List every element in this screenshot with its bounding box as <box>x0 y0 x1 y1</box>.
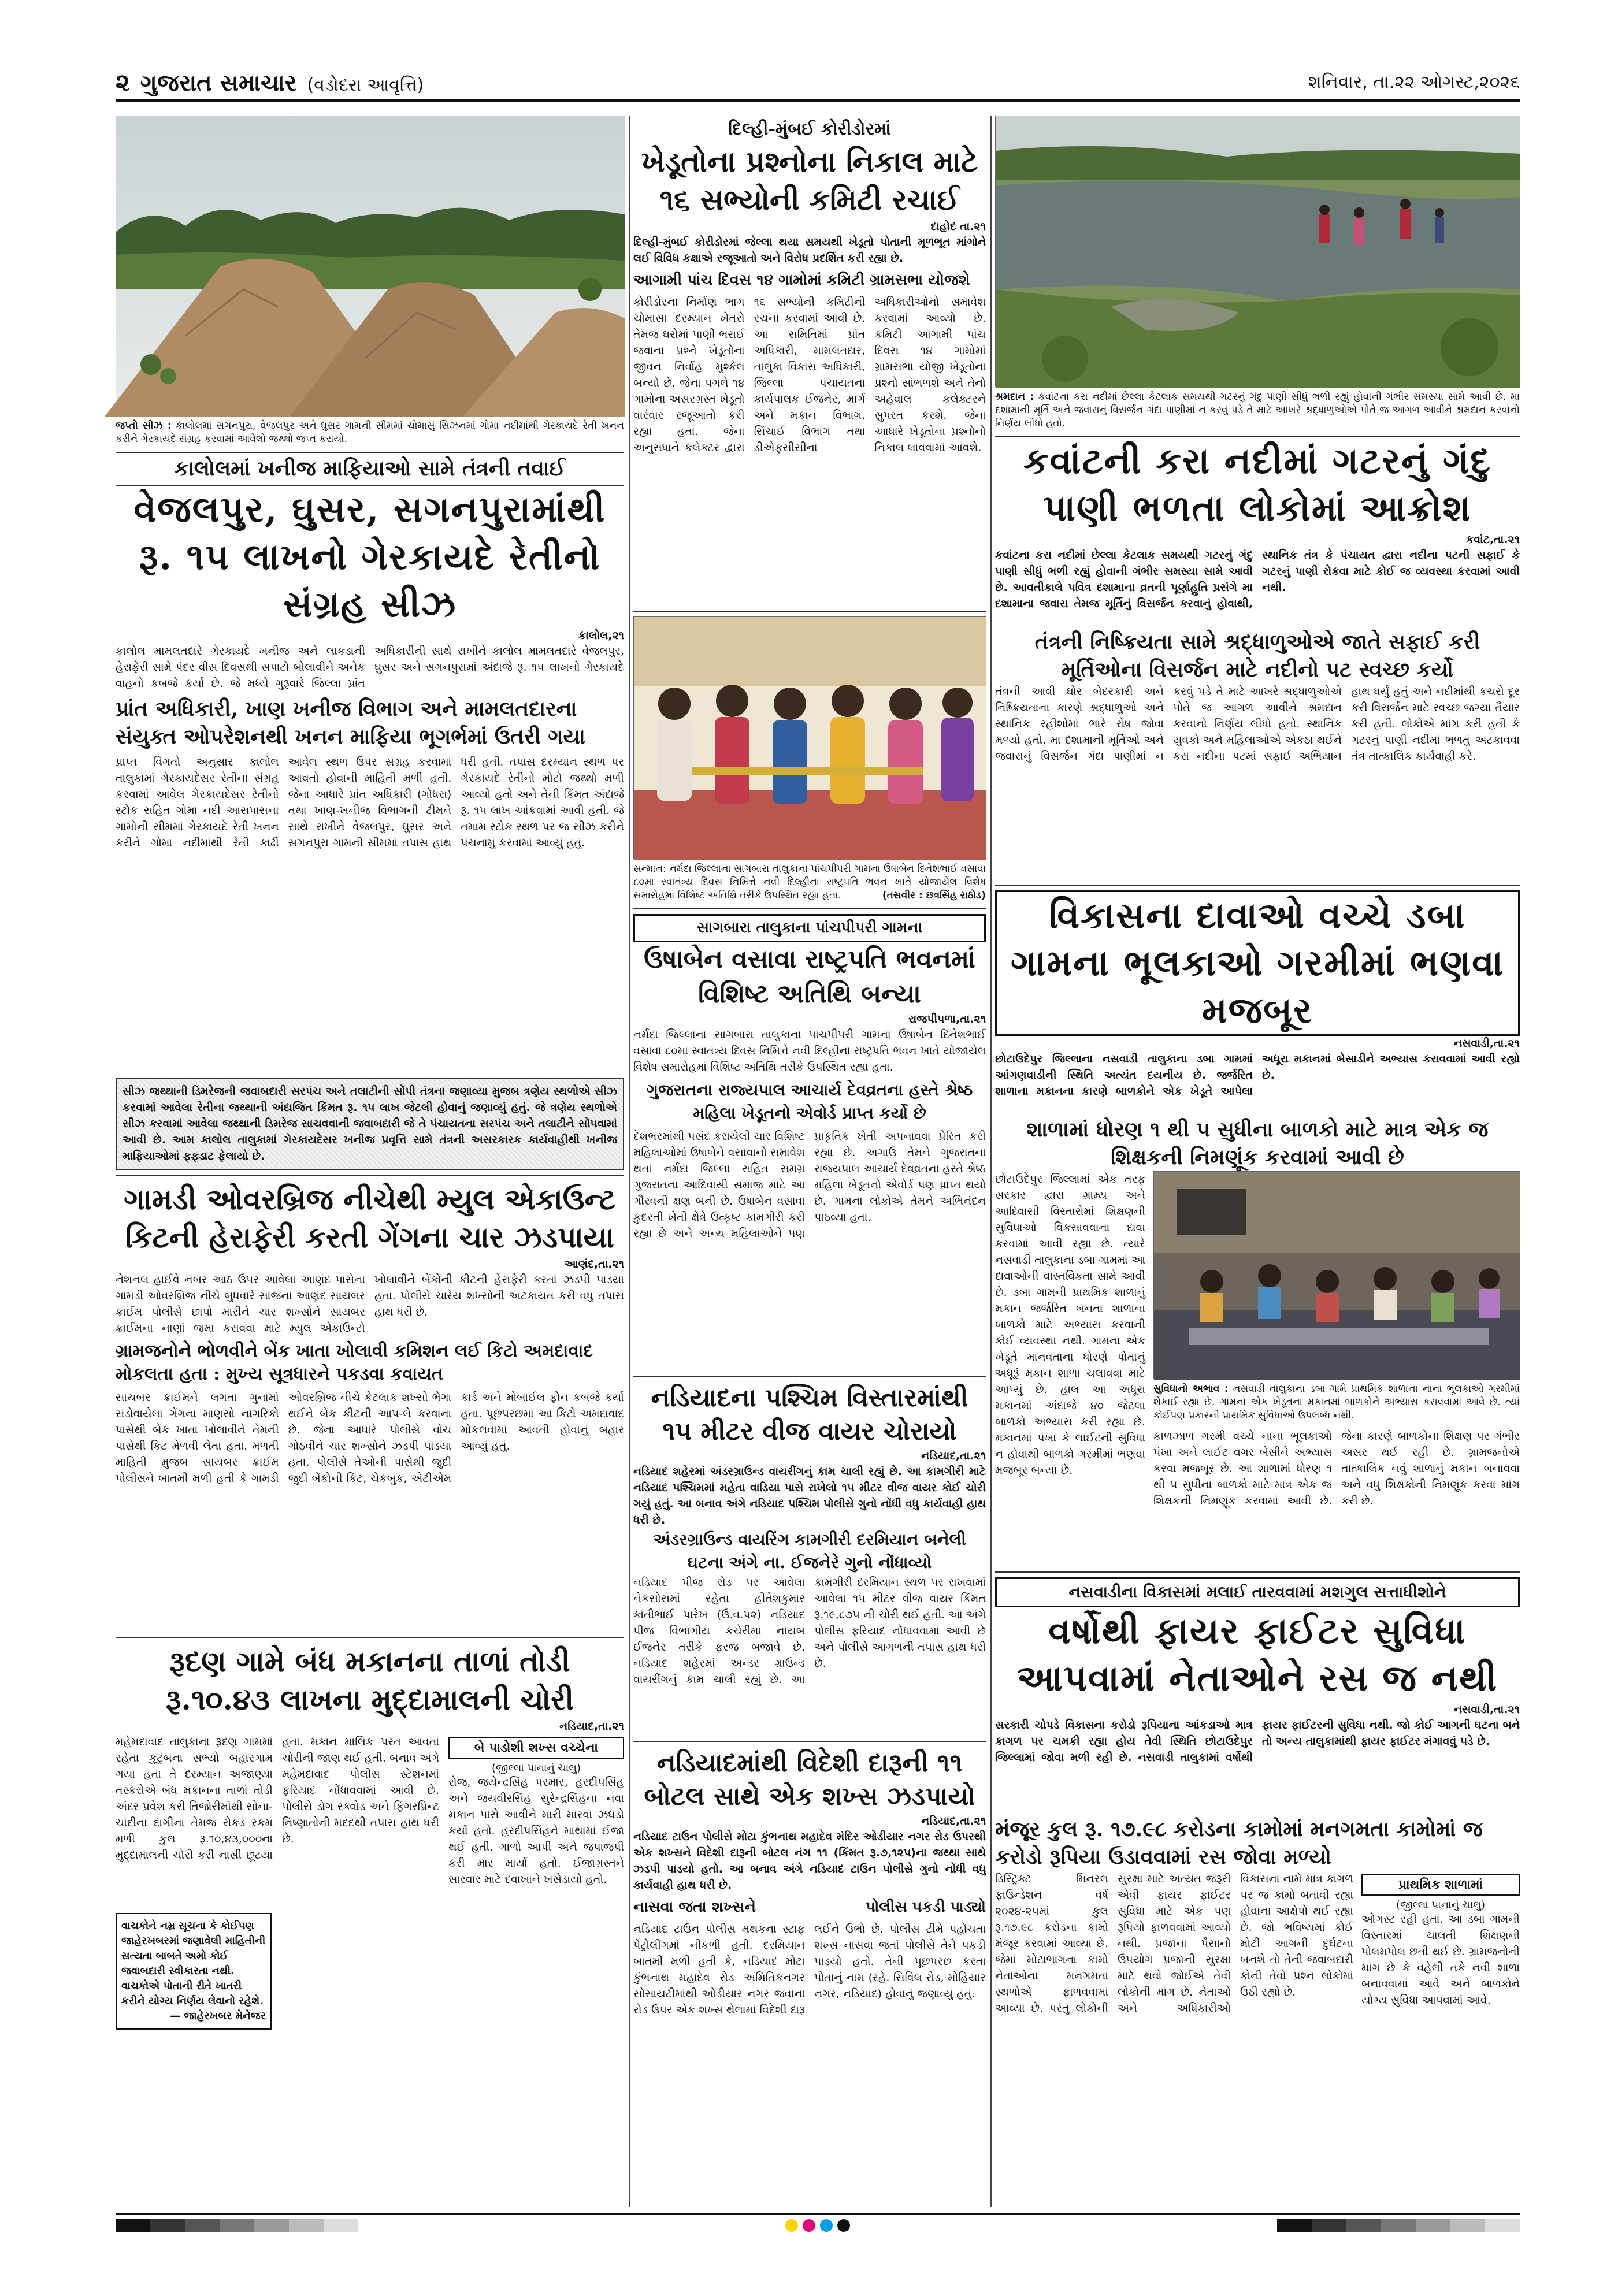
story-dateline: દાહોદ તા.૨૧ <box>930 220 986 233</box>
story-lead: નર્મદા જિલ્લાના સાગબારા તાલુકાના પાંચપીપરી ગામના ઉષાબેન દિનેશભાઈ વસાવા ૮૦મા સ્વાતંત્ર્ય દિવસ નિમિત્તે નવી દિલ્હીના રાષ્ટ્રપતિ ભવન ખાતે યોજાયેલ વિશેષ સમારોહમાં વિશિષ્ટ અતિથિ તરીકે ઉપસ્થિત રહ્યા હતા. <box>633 1028 986 1073</box>
gray-swatch <box>1277 2219 1312 2232</box>
story-headline: નડિયાદના પશ્ચિમ વિસ્તારમાંથી ૧૫ મીટર વીજ વાયર ચોરાયો <box>651 1383 968 1446</box>
liquor-story <box>633 1747 986 2059</box>
continuation-body: ઓગસ્ટ રહી હતા. આ ડબા ગામની વિસ્તારમાં ચાલતી શિક્ષણની પોલમપોલ છતી થઈ છે. ગ્રામજનોની માંગ છે કે વહેલી તકે નવી શાળા બનાવવામાં આવે અને બાળકોને યોગ્ય સુવિધા આપવામાં આવે. <box>1361 1913 1520 2007</box>
story-headline: કવાંટની કરા નદીમાં ગટરનું ગંદુ પાણી ભળતા લોકોમાં આક્રોશ <box>1023 440 1491 529</box>
story-body: નડિયાદ પીજ રોડ પર આવેલા નેકસોસમાં રહેતા હીતેશકુમાર કાંતીભાઈ પારેખ (ઉ.વ.૫૨) નડિયાદ પીજ વિભાગીય કચેરીમાં નાયબ ઈજનેર તરીકે ફરજ બજાવે છે. નડિયાદ શહેરમાં અન્ડર ગ્રાઉન્ડ વાયરીંગનું કામ ચાલી રહ્યું છે. આ કામગીરી દરમિયાન સ્થળ પર રાખવામાં આવેલા ૧૫ મીટર વીજ વાયર કિંમત રૂ.૧૯,૮૭૫ ની ચોરી થઈ હતી. આ અંગે પોલીસ ફરિયાદ નોંધાવવામાં આવી છે અને પોલીસે આગળની તપાસ હાથ ધરી છે. <box>633 1576 986 1686</box>
caption-text: નસવાડી તાલુકાના ડબા ગામે પ્રાથમિક શાળાના નાના ભૂલકાઓ ગરમીમાં શેકાઈ રહ્યા છે. ગામના એક ખેડૂતના મકાનમાં બાળકોને અભ્યાસ કરાવવામાં આવે છે. ત્યાં કોઈપણ પ્રકારની પ્રાથમિક સુવિધાઓ ઉપલબ્ધ નથી. <box>1153 1383 1520 1421</box>
grayscale-strip <box>1277 2219 1520 2232</box>
story-subhead-pair <box>633 1893 986 1921</box>
caption-lead: સુવિધાનો અભાવ : <box>1153 1383 1229 1395</box>
registration-dot <box>837 2219 850 2232</box>
story-subhead: અંડરગ્રાઉન્ડ વાયરિંગ કામગીરી દરમિયાન બનેલી ઘટના અંગે ના. ઈજનેરે ગુનો નોંધાવ્યો <box>653 1530 966 1572</box>
story-lead: કવાંટના કરા નદીમાં છેલ્લા કેટલાક સમયથી ગટરનું ગંદુ પાણી સીધું ભળી રહ્યું હોવાની ગંભીર સમસ્યા સામે આવી છે. આવતીકાલે પવિત્ર દશામાના વ્રતની પૂર્ણાહુતિ પ્રસંગે મા દશામાના જવારા તેમજ મૂર્તિનું વિસર્જન કરવાનું હોવાથી, સ્થાનિક તંત્ર કે પંચાયત દ્વારા નદીના પટની સફાઈ કે ગટરનું પાણી રોકવા માટે કોઈ જ વ્યવસ્થા કરવામાં આવી નથી. <box>995 549 1520 610</box>
fire-story <box>995 1577 1520 2095</box>
left-column <box>116 116 624 2207</box>
continuation-block <box>1361 1871 1520 2090</box>
event-photo-caption <box>633 859 986 909</box>
story-subhead: નાસવા જતા શખ્સને <box>633 1899 756 1916</box>
story-lead: દિલ્હી-મુંબઈ કોરીડોરમાં જેલ્લા થયા સમયથી ખેડૂતો પોતાની મૂળભૂત માંગોને લઈ વિવિધ કક્ષાએ રજૂઆતો અને વિરોધ પ્રદર્શિત કરી રહ્યા છે. <box>633 236 986 265</box>
middle-column <box>633 116 986 2207</box>
print-registration-bar <box>116 2213 1520 2236</box>
disclaimer-text: વાચકોને નમ્ર સૂચના કે કોઈપણ જાહેરખબરમાં જણાવેલી માહિતીની સત્યતા બાબતે અમો કોઈ જવાબદારી સ્વીકારતા નથી. વાચકોએ પોતાની રીતે ખાતરી કરીને યોગ્ય નિર્ણય લેવાનો રહેશે. <box>121 1920 266 2007</box>
caption-text: સન્માન: નર્મદા જિલ્લાના સાગબારા તાલુકાના પાંચપીપરી ગામના ઉષાબેન દિનેશભાઈ વસાવા ૮૦મા સ્વાતંત્ર્ય દિવસ નિમિત્તે નવી દિલ્હીના રાષ્ટ્રપતિ ભવન ખાતે યોજાયેલ વિશેષ સમારોહમાં વિશિષ્ટ અતિથિ તરીકે ઉપસ્થિત રહ્યા હતા. <box>633 863 986 901</box>
disclaimer-signature: — જાહેરખબર મેનેજર <box>170 2010 266 2022</box>
story-subhead: ગ્રામજનોને ભોળવીને બેંક ખાતા ખોલાવી કમિશન લઈ કિટો અમદાવાદ મોકલતા હતા : મુખ્ય સૂત્રધારને પકડવા કવાયત <box>116 1341 593 1384</box>
issue-date: શનિવાર, તા.૨૨ ઓગસ્ટ,૨૦૨૬ <box>1308 72 1520 92</box>
river-photo <box>995 116 1520 387</box>
gray-swatch <box>1381 2219 1416 2232</box>
registration-dot <box>803 2219 815 2232</box>
story-body-continued: સાયબર ક્રાઈમને લગતા ગુનામાં સંડોવાયેલા ગેંગના માણસો નાગરિકો પાસેથી બેંક ખાતા ખોલાવીને તેમની પાસેથી કિટ મેળવી લેતા હતા. મળતી માહિતી મુજબ સાયબર ક્રાઈમ પોલીસને બાતમી મળી હતી કે ગામડી ઓવરબ્રિજ નીચે કેટલાક શખ્સો ભેગા થઈને બેંક કીટની આપ-લે કરવાના છે. જેના આધારે પોલીસે વોચ ગોઠવીને ચાર શખ્સોને ઝડપી પાડયા હતા. પોલીસે તેઓની પાસેથી જુદી જુદી બેંકોની કિટ, ચેકબુક, એટીએમ કાર્ડ અને મોબાઈલ ફોન કબજે કર્યા હતા. પૂછપરછમાં આ કિટો અમદાવાદ મોકલવામાં આવતી હોવાનું બહાર આવ્યું હતું. <box>116 1391 624 1485</box>
gray-swatch <box>324 2219 358 2232</box>
gray-swatch <box>116 2219 150 2232</box>
story-subhead: પોલીસ પકડી પાડ્યો <box>865 1899 986 1916</box>
gray-swatch <box>254 2219 289 2232</box>
caption-lead: જપ્તો સીઝ : <box>116 420 172 432</box>
story-body: છોટાઉદેપુર જિલ્લામાં એક તરફ સરકાર દ્વારા ગ્રામ્ય અને આદિવાસી વિસ્તારોમાં શિક્ષણની સુવિધાઓ વિકસાવવાના દાવા કરવામાં આવી રહ્યા છે. ત્યારે નસવાડી તાલુકાના ડબા ગામમાં આ દાવાઓની વાસ્તવિકતા સામે આવી છે. ડબા ગામની પ્રાથમિક શાળાનું મકાન જર્જરિત બનતા શાળાના બાળકો માટે અભ્યાસ કરવાની કોઈ વ્યવસ્થા નથી. ગામના એક ખેડૂતે માનવતાના ધોરણે પોતાનું અધૂરૂં મકાન શાળા ચલાવવા માટે આપ્યું છે. હાલ આ અધૂરા મકાનમાં અંદાજે ૪૦ જેટલા બાળકો અભ્યાસ કરી રહ્યા છે. મકાનમાં પંખા કે લાઈટની સુવિધા ન હોવાથી બાળકો ગરમીમાં ભણવા મજબૂર બન્યા છે. <box>995 1173 1145 1477</box>
column-rule <box>990 116 992 2207</box>
story-lead: છોટાઉદેપુર જિલ્લાના નસવાડી તાલુકાના ડબા ગામમાં આંગણવાડીની સ્થિતિ અત્યંત દયનીય છે. જર્જરિત શાળાના મકાનના કારણે બાળકોને એક ખેડૂતે આપેલા અધૂરા મકાનમાં બેસાડીને અભ્યાસ કરાવવામાં આવી રહ્યો છે. <box>995 1053 1520 1098</box>
story-dateline: નડિયાદ,તા.૨૧ <box>921 1815 986 1827</box>
story-kicker: દિલ્હી-મુંબઈ કોરીડોરમાં <box>728 119 891 139</box>
story-dateline: કાલોલ,૨૧ <box>578 629 624 642</box>
photo-credit: (તસવીર : છત્રસિંહ રાઠોડ) <box>882 890 986 901</box>
advertisement-disclaimer <box>116 1913 272 2030</box>
usha-story <box>633 914 986 1377</box>
story-subhead: તંત્રની નિષ્ક્રિયતા સામે શ્રદ્ધાળુઓએ જાતે સફાઈ કરી મૂર્તિઓના વિસર્જન માટે નદીનો પટ સ્વચ્છ કર્યો <box>1034 630 1480 682</box>
story-body: તંત્રની આવી ઘોર બેદરકારી અને નિષ્ક્રિયતાના કારણે શ્રદ્ધાળુઓ અને સ્થાનિક રહીશોમાં ભારે રોષ જોવા મળ્યો હતો. મા દશામાની મૂર્તિઓ અને જવારાનું વિસર્જન ગંદા પાણીમાં ન કરવું પડે તે માટે આખરે શ્રદ્ધાળુઓએ પોતે જ આગળ આવીને શ્રમદાન કરવાનો નિર્ણય લીધો હતો. સ્થાનિક યુવકો અને મહિલાઓએ એકઠા થઈને કરા નદીના પટમાં સફાઈ અભિયાન હાથ ધર્યું હતું અને નદીમાંથી કચરો દૂર કરી વિસર્જન માટે સ્વચ્છ જગ્યા તૈયાર કરી હતી. લોકોએ માંગ કરી હતી કે ગટરનું પાણી નદીમાં ભળતું અટકાવવા તંત્ર તાત્કાલિક કાર્યવાહી કરે. <box>995 685 1520 763</box>
story-kicker: નસવાડીના વિકાસમાં મલાઈ તારવવામાં મશગુલ સત્તાધીશોને <box>995 1577 1520 1607</box>
gray-swatch <box>1450 2219 1485 2232</box>
gray-swatch <box>185 2219 220 2232</box>
story-headline: ઉષાબેન વસાવા રાષ્ટ્રપતિ ભવનમાં વિશિષ્ટ અતિથિ બન્યા <box>644 945 975 1009</box>
continuation-page: (જીલ્લા પાનાનું ચાલુ) <box>1396 1899 1485 1911</box>
story-dateline: નસવાડી,તા.૨૧ <box>1453 1703 1520 1716</box>
story-dateline: નડિયાદ,તા.૨૧ <box>921 1450 986 1462</box>
story-headline: નડિયાદમાંથી વિદેશી દારૂની ૧૧ બોટલ સાથે એક શખ્સ ઝડપાયો <box>644 1748 975 1811</box>
sand-story <box>116 486 624 1176</box>
gray-swatch <box>1416 2219 1450 2232</box>
school-story <box>995 890 1520 1573</box>
gray-swatch <box>150 2219 185 2232</box>
masthead <box>116 69 1520 102</box>
story-kicker: સાગબારા તાલુકાના પાંચપીપરી ગામના <box>633 914 986 942</box>
theft-story <box>116 1643 624 2034</box>
continuation-body: રોજ, જયેન્દ્રસિંહ પરમાર, હરદીપસિંહ અને જયવીરસિંહ સુરેન્દ્રસિંહના નવા મકાન પાસે આવીને મારી મારવા ઝઘડો કર્યો હતો. હરદીપસિંહને માથામાં ઈજા થઈ હતી. ગાળો આપી અને જપાજપી કરી માર માર્યો હતો. ઈજાગ્રસ્તને સારવાર માટે દવાખાને ખસેડાયો હતો. <box>448 1776 624 1886</box>
overbridge-story <box>116 1180 624 1638</box>
gray-swatch <box>289 2219 324 2232</box>
story-kicker: કાલોલમાં ખનીજ માફિયાઓ સામે તંત્રની તવાઈ <box>116 453 624 486</box>
grayscale-strip <box>116 2219 358 2232</box>
story-headline: વેજલપુર, ઘુસર, સગનપુરામાંથી રૂ. ૧૫ લાખનો ગેરકાયદે રેતીનો સંગ્રહ સીઝ <box>133 488 606 625</box>
classroom-photo <box>1153 1171 1520 1379</box>
gray-swatch <box>220 2219 254 2232</box>
story-dateline: કવાંટ,તા.૨૧ <box>1465 533 1520 546</box>
classroom-image <box>1154 1172 1520 1380</box>
story-body-continued: પ્રાપ્ત વિગતો અનુસાર કાલોલ તાલુકામાં ગેરકાયદેસર રેતીના સંગ્રહ કરવામાં આવેલ ગેરકાયદેસર રેતીનો સ્ટોક સહિત ગોમા નદી આસપાસના ગામોની સીમમાં ગેરકાયદે રેતી ખનન કરીને ગોમા નદીમાંથી રેતી કાઢી આવેલ સ્થળ ઉપર સંગ્રહ કરવામાં આવતો હોવાની માહિતી મળી હતી. જેના આધારે પ્રાંત અધિકારી (ગોધરા) તથા ખાણ-ખનીજ વિભાગની ટીમને સાથે રાખીને વેજલપુર, ઘુસર અને સગનપુરા ગામની સીમમાં તપાસ હાથ ધરી હતી. તપાસ દરમ્યાન સ્થળ પર ગેરકાયદે રેતીનો મોટો જથ્થો મળી આવ્યો હતો અને તેની કિંમત અંદાજે રૂ. ૧૫ લાખ આંકવામાં આવી હતી. જે તમામ સ્ટોક સ્થળ પર જ સીઝ કરીને પંચનામું કરવામાં આવ્યું હતું. <box>116 756 624 849</box>
sand-pile-photo <box>116 116 624 416</box>
story-subhead: પ્રાંત અધિકારી, ખાણ ખનીજ વિભાગ અને મામલતદારના સંયુક્ત ઓપરેશનથી ખનન માફિયા ભૂગર્ભમાં ઉતરી ગયા <box>116 697 585 749</box>
registration-dot <box>820 2219 833 2232</box>
caption-text: કવાંટના કરા નદીમાં છેલ્લા કેટલાક સમયથી ગટરનું ગંદુ પાણી સીધું ભળી રહ્યું હોવાની ગંભીર સમસ્યા સામે આવી છે. મા દશામાની મૂર્તિ અને જવારાનું વિસર્જન ગંદા પાણીમાં ન કરવું પડે તે માટે આખરે શ્રદ્ધાળુઓએ પોતે જ આગળ આવીને શ્રમદાન કરવાનો નિર્ણય લીધો હતો. <box>995 391 1520 429</box>
story-dateline: નડિયાદ,તા.૨૧ <box>559 1720 624 1733</box>
story-body: કાલોલ મામલતદારે ગેરકાયદે ખનીજ અને લાકડાની હેરાફેરી સામે પંદર વીસ દિવસથી સપાટો બોલાવીને અનેક વાહનો કબજે કર્યા છે. જે મધ્યે ગુરૂવારે જિલ્લા પ્રાંત અધિકારીની સાથે રાખીને કાલોલ મામલતદારે વેજલપુર, ઘુસર અને સગનપુરામાં અંદાજે રૂ. ૧૫ લાખનો ગેરકાયદે <box>116 645 624 690</box>
story-headline: વિકાસના દાવાઓ વચ્ચે ડબા ગામના ભૂલકાઓ ગરમીમાં ભણવા મજબૂર <box>995 890 1520 1036</box>
masthead-left <box>116 68 424 97</box>
nadiad-wire-story <box>633 1381 986 1742</box>
event-image <box>634 617 986 860</box>
rashtrapati-event-photo <box>633 616 986 859</box>
paper-name: ગુજરાત સમાચાર <box>140 69 297 96</box>
story-subhead: ગુજરાતના રાજ્યપાલ આચાર્ય દેવવ્રતના હસ્તે શ્રેષ્ઠ મહિલા ખેડૂતનો એવોર્ડ પ્રાપ્ત કર્યો છે <box>646 1080 973 1123</box>
story-subhead: આગામી પાંચ દિવસ ૧૪ ગામોમાં કમિટી ગ્રામસભા યોજશે <box>633 272 970 289</box>
story-dateline: નસવાડી,તા.૨૧ <box>1453 1037 1520 1050</box>
continuation-page: (જીલ્લા પાનાનું ચાલુ) <box>492 1762 581 1774</box>
story-highlight-box: સીઝ જથ્થાની ડિમરેજની જવાબદારી સરપંચ અને તલાટીની સોંપી તંત્રના જણાવ્યા મુજબ ત્રણેય સ્થળોએ સીઝ કરવામાં આવેલા રેતીના જથ્થાની અંદાજિત કિંમત રૂ. ૧૫ લાખ જેટલી હોવાનું જણાવ્યું હતું. જે ત્રણેય સ્થળોએ સીઝ કરવામાં આવેલા જથ્થાની ડિમરેજ સાચવવાની જવાબદારી જે તે પંચાયતના સરપંચ અને તલાટીને સોંપવામાં આવી છે. આમ કાલોલ તાલુકામાં ગેરકાયદેસર ખનીજ પ્રવૃત્તિ સામે તંત્રની અસરકારક કાર્યવાહીથી ખનીજ માફિયાઓમાં ફફડાટ ફેલાયો છે. <box>116 1078 624 1170</box>
classroom-photo-caption <box>1153 1379 1520 1428</box>
story-headline: રૂદણ ગામે બંધ મકાનના તાળાં તોડી રૂ.૧૦.૪૩ લાખના મુદ્દામાલની ચોરી <box>165 1644 574 1717</box>
story-lead: નડિયાદ ટાઉન પોલીસે મોટા કુંભનાથ મહાદેવ મંદિર ઓડીયાર નગર રોડ ઉપરથી એક શખ્સને વિદેશી દારૂની બોટલ નંગ ૧૧ (કિંમત રૂ.૭,૧૨૫)ના જથ્થા સાથે ઝડપી પાડયો હતો. આ બનાવ અંગે નડિયાદ ટાઉન પોલીસે ગુનો નોંધી વધુ કાર્યવાહી હાથ ધરી છે. <box>633 1830 986 1892</box>
continuation-block <box>448 1734 624 2005</box>
gray-swatch <box>1346 2219 1381 2232</box>
registration-dot <box>785 2219 798 2232</box>
sand-photo-caption <box>116 416 624 453</box>
story-headline: ખેડૂતોના પ્રશ્નોના નિકાલ માટે ૧૬ સભ્યોની કમિટી રચાઈ <box>641 144 978 217</box>
story-subhead: મંજૂર કુલ રૂ. ૧૭.૯૮ કરોડના કામોમાં મનગમતા કામોમાં જ કરોડો રૂપિયા ઉડાવવામાં રસ જોવા મળ્યો <box>995 1817 1483 1869</box>
sand-pile-image <box>116 116 625 417</box>
story-body: નડિયાદ ટાઉન પોલીસ મથકના સ્ટાફ પેટ્રોલીંગમાં નીકળી હતી. દરમિયાન બાતમી મળી હતી કે, નડિયાદ મોટા કુંભનાથ મહાદેવ રોડ અમિતિકનગર સોસાયટીમાંથી ઓડીયાર નગર જવાના રોડ ઉપર એક શખ્સ થેલામાં વિદેશી દારૂ લઈને ઉભો છે. પોલીસ ટીમે પહોંચતા શખ્સ નાસવા જતાં પોલીસે તેને પકડી પાડયો હતો. તેની પૂછપરછ કરતા પોતાનું નામ (રહે. સિવિલ રોડ, મોહિયાર નગર, નડિયાદ) હોવાનું જણાવ્યું હતું. <box>633 1923 986 2016</box>
river-image <box>996 116 1520 388</box>
gray-swatch <box>1312 2219 1346 2232</box>
continuation-heading: બે પાડોશી શખ્સ વચ્ચેના <box>448 1737 624 1759</box>
delhi-story <box>633 116 986 612</box>
story-body: નેશનલ હાઈવે નંબર આઠ ઉપર આવેલા આણંદ પાસેના ગામડી ઓવરબ્રિજ નીચે બુધવારે સાંજના આણંદ સાયબર ક્રાઈમ પોલીસે છાપો મારીને ચાર શખ્સોને સાયબર ક્રાઈમના નાણાં જમા કરાવવા માટે મ્યુલ એકાઉન્ટો ખોલાવીને બેંકોની કીટની હેરાફેરી કરતાં ઝડપી પાડયા હતા. પોલીસે ચારેય શખ્સોની અટકાયત કરી વધુ તપાસ હાથ ધરી છે. <box>116 1273 624 1335</box>
school-photo-block <box>1153 1171 1520 1567</box>
story-body: દેશભરમાંથી પસંદ કરાયેલી ચાર વિશિષ્ટ મહિલાઓમાં ઉષાબેને વસાવાનો સમાવેશ થતાં નર્મદા જિલ્લા સહિત સમગ્ર ગુજરાતના આદિવાસી સમાજ માટે આ ગૌરવની ક્ષણ બની છે. ઉષાબેન વસાવા કુદરતી ખેતી ક્ષેત્રે ઉત્કૃષ્ટ કામગીરી કરી રહ્યા છે અને અન્ય મહિલાઓને પણ પ્રાકૃતિક ખેતી અપનાવવા પ્રેરિત કરી રહ્યા છે. અગાઉ તેમને ગુજરાતના રાજ્યપાલ આચાર્ય દેવવ્રતના હસ્તે શ્રેષ્ઠ મહિલા ખેડૂતનો એવોર્ડ પણ પ્રાપ્ત થયો છે. ગામના લોકોએ તેમને અભિનંદન પાઠવ્યા હતા. <box>633 1130 986 1240</box>
story-body-continued: કાળઝાળ ગરમી વચ્ચે નાના ભૂલકાઓ પંખા અને લાઈટ વગર બેસીને અભ્યાસ કરવા મજબૂર છે. આ શાળામાં ધોરણ ૧ થી ૫ સુધીના બાળકો માટે માત્ર એક જ શિક્ષકની નિમણૂંક કરવામાં આવી છે. જેના કારણે બાળકોના શિક્ષણ પર ગંભીર અસર થઈ રહી છે. ગ્રામજનોએ તાત્કાલિક નવું શાળાનું મકાન બનાવવા અને વધુ શિક્ષકોની નિમણૂંક કરવા માંગ કરી છે. <box>1153 1430 1520 1507</box>
school-layout <box>995 1171 1520 1567</box>
story-body: મહેમદાવાદ તાલુકાના રૂદણ ગામમાં રહેતા કુટુંબના સભ્યો બહારગામ ગયા હતા તે દરમ્યાન અજાણ્યા તસ્કરોએ બંધ મકાનના તાળાં તોડી અંદર પ્રવેશ કરી તિજોરીમાંથી સોના-ચાંદીના દાગીના તેમજ રોકડ રકમ મળી કુલ રૂ.૧૦,૪૩,૦૦૦ના મુદ્દામાલની ચોરી કરી નાસી છૂટયા હતા. મકાન માલિક પરત આવતાં ચોરીની જાણ થઈ હતી. બનાવ અંગે મહેમદાવાદ પોલીસ સ્ટેશનમાં ફરિયાદ નોંધાવવામાં આવી છે. પોલીસે ડોગ સ્ક્વોડ અને ફિંગરપ્રિન્ટ નિષ્ણાતોની મદદથી તપાસ હાથ ધરી છે. <box>116 1736 439 1862</box>
column-rule <box>629 116 630 2207</box>
gray-swatch <box>1485 2219 1520 2232</box>
story-body: ડિસ્ટ્રિક્ટ મિનરલ ફાઉન્ડેશન વર્ષ ૨૦૨૪-૨૫માં કુલ રૂ.૧૭.૯૮ કરોડના કામો મંજૂર કરવામાં આવ્યા છે. જેમાં મોટાભાગના કામો નેતાઓના મનગમતા સ્થળોએ ફાળવવામાં આવ્યા છે. પરંતુ લોકોની સુરક્ષા માટે અત્યંત જરૂરી એવી ફાયર ફાઈટર સુવિધા માટે એક પણ રૂપિયો ફાળવવામાં આવ્યો નથી. પ્રજાના પૈસાનો ઉપયોગ પ્રજાની સુરક્ષા માટે થવો જોઈએ તેવી લોકોની માંગ છે. નેતાઓ અને અધિકારીઓ વિકાસના નામે માત્ર કાગળ પર જ કામો બતાવી રહ્યા હોવાના આક્ષેપો થઈ રહ્યા છે. જો ભવિષ્યમાં કોઈ મોટી આગની દુર્ઘટના બનશે તો તેની જવાબદારી કોની તેવો પ્રશ્ન લોકોમાં ઉઠી રહ્યો છે. <box>995 1873 1353 2015</box>
river-photo-caption <box>995 387 1520 437</box>
story-headline: ગામડી ઓવરબ્રિજ નીચેથી મ્યુલ એકાઉન્ટ કિટની હેરાફેરી કરતી ગેંગના ચાર ઝડપાયા <box>124 1182 616 1254</box>
river-story <box>995 437 1520 886</box>
caption-text: કાલોલમાં સગનપુરા, વેજલપુર અને ઘુસર ગામની સીમમાં ચોમાસું સિઝનમાં ગોમા નદીમાંથી ગેરકાયદે રેતી ખનન કરીને ગેરકાયદે સંગ્રહ કરવામાં આવેલો જથ્થો જપ્ત કરાયો. <box>116 420 624 445</box>
edition-label: (વડોદરા આવૃત્તિ) <box>307 75 424 95</box>
right-column <box>995 116 1520 2207</box>
story-subhead: શાળામાં ધોરણ ૧ થી ૫ સુધીના બાળકો માટે માત્ર એક જ શિક્ષકની નિમણૂંક કરવામાં આવી છે <box>1026 1117 1489 1169</box>
page-number: ૨ <box>116 68 130 96</box>
continuation-heading: પ્રાથમિક શાળામાં <box>1361 1874 1520 1896</box>
color-registration-dots <box>785 2219 850 2232</box>
story-dateline: રાજપીપળા,તા.૨૧ <box>908 1013 986 1026</box>
fire-layout <box>995 1871 1520 2090</box>
story-body: કોરીડોરના નિર્માણ ભાગ ચોમાસા દરમ્યાન ખેતરો તેમજ ઘરોમાં પાણી ભરાઈ જવાના પ્રશ્ને ખેડૂતોના જીવન નિર્વાહ મુશ્કેલ બન્યો છે. જેના પગલે ૧૪ ગામોના અસરગ્રસ્ત ખેડૂતો વારંવાર રજૂઆતો કરી રહ્યા હતા. જેના અનુસંધાને કલેક્ટર દ્વારા ૧૬ સભ્યોની કમિટીની રચના કરવામાં આવી છે. આ સમિતિમાં પ્રાંત અધિકારી, મામલતદાર, તાલુકા વિકાસ અધિકારી, જિલ્લા પંચાયતના કાર્યપાલક ઈજનેર, માર્ગ અને મકાન વિભાગ, સિંચાઈ વિભાગ તથા ડીએફસીસીના અધિકારીઓનો સમાવેશ કરવામાં આવ્યો છે. કમિટી આગામી પાંચ દિવસ ૧૪ ગામોમાં ગ્રામસભા યોજી ખેડૂતોના પ્રશ્નો સાંભળશે અને તેનો અહેવાલ કલેક્ટરને સુપરત કરશે. જેના આધારે ખેડૂતોના પ્રશ્નોનો નિકાલ લાવવામાં આવશે. <box>633 296 986 454</box>
story-dateline: આણંદ,તા.૨૧ <box>564 1258 624 1270</box>
story-headline: વર્ષોથી ફાયર ફાઈટર સુવિધા આપવામાં નેતાઓને રસ જ નથી <box>1016 1610 1498 1699</box>
story-lead: સરકારી ચોપડે વિકાસના કરોડો રૂપિયાના આંકડાઓ માત્ર કાગળ પર ચમકી રહ્યા હોય તેવી સ્થિતિ છોટાઉદેપુર જિલ્લામાં જોવા મળી રહી છે. નસવાડી તાલુકામાં વર્ષોથી ફાયર ફાઈટરની સુવિધા નથી. જો કોઈ આગની ઘટના બને તો અન્ય તાલુકામાંથી ફાયર ફાઈટર મંગાવવું પડે છે. <box>995 1719 1520 1764</box>
story-lead: નડિયાદ શહેરમાં અંડરગ્રાઉન્ડ વાયરીંગનું કામ ચાલી રહ્યું છે. આ કામગીરી માટે નડિયાદ પશ્ચિમમાં મહેતા વાડિયા પાસે રાખેલો ૧૫ મીટર વીજ વાયર કોઈ ચોરી ગયું હતું. આ બનાવ અંગે નડિયાદ પશ્ચિમ પોલીસે ગુનો નોંધી વધુ કાર્યવાહી હાથ ધરી છે. <box>633 1465 986 1526</box>
caption-lead: શ્રમદાન : <box>995 391 1034 403</box>
